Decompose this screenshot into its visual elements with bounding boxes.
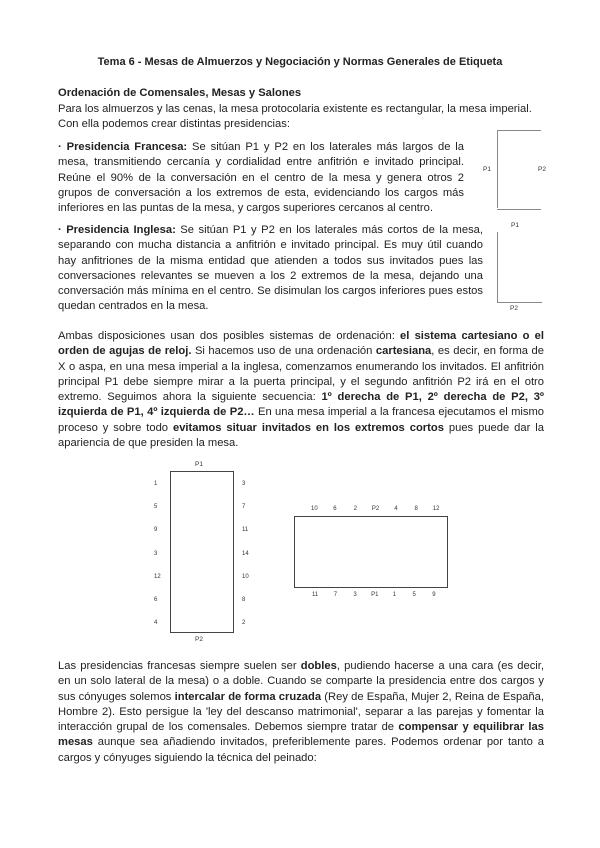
closing-bold-3: compensar y equilibrar las mesas (58, 721, 544, 749)
francesa-table-edge (497, 130, 498, 208)
closing-bold-2: intercalar de forma cruzada (174, 690, 322, 703)
seat-label: 3 (242, 481, 246, 487)
seat-label: 10 (311, 506, 318, 512)
seat-label: P2 (371, 506, 380, 512)
seat-label: 9 (432, 592, 436, 598)
francesa-label: · Presidencia Francesa: (58, 141, 188, 153)
ordenacion-text-2: Si hacemos uso de una ordenación (191, 345, 376, 358)
inglesa-table-figure (497, 232, 542, 303)
seat-label: 3 (353, 592, 357, 598)
closing-text-2: , pudiendo hacerse a una cara (es decir, en un solo lateral de la mesa) o a doble. Cuando se comparte la presidencia entre dos cargos y sus cónyuges solemos (58, 660, 544, 703)
seat-label: 14 (242, 550, 249, 557)
closing-text-4: aunque sea añadiendo invitados, preferiblemente pares. Podemos ordenar por tanto a cargos y cónyuges siguiendo la técnica del peinado: (58, 736, 544, 764)
page-title: Tema 6 - Mesas de Almuerzos y Negociación y Normas Generales de Etiqueta (97, 56, 503, 68)
inglesa-bottom-label: P2 (510, 305, 518, 312)
seat-label: P1 (371, 592, 379, 598)
ordenacion-bold-4: evitamos situar invitados en los extremos cortos (172, 421, 444, 434)
inglesa-top-label: P1 (511, 222, 519, 229)
ordenacion-text-1: Ambas disposiciones usan dos posibles sistemas de ordenación: (58, 330, 401, 342)
seat-label: 12 (432, 506, 440, 512)
ordenacion-paragraph (58, 329, 544, 451)
seat-label: 1 (154, 481, 158, 487)
francesa-text: Se sitúan P1 y P2 en los laterales más largos de la mesa, transmitiendo cercanía y cordialidad entre anfitrión e invitado principal. Reúne el 90% de la conversación en el centro de la mesa y genera otros 2 grupos de conversación a los extremos de esta, evidenciando los cargos más inferiores en las puntas de la mesa, y cargos superiores cercanos al centro. (58, 141, 464, 215)
inglesa-text: Se sitúan P1 y P2 en los laterales más cortos de la mesa, separando con mucha distancia a anfitrión e invitado principal. Es muy útil cuando hay anfitriones de la misma entidad que atienden a todos sus invitados pues las conversaciones relevantes se mueven a los 2 extremos de la mesa, dejando una conversación más mínima en el centro. Se disimulan los cargos inferiores pues estos quedan centrados en la mesa. (58, 224, 484, 313)
closing-paragraph (58, 659, 544, 766)
francesa-paragraph (58, 140, 464, 216)
seat-label: 9 (154, 527, 158, 534)
seat-label: 6 (154, 597, 158, 603)
seat-label: 1 (392, 592, 397, 598)
seat-label: 10 (242, 573, 249, 580)
closing-text-1: Las presidencias francesas siempre suelen ser (58, 660, 301, 672)
seat-label: 8 (242, 597, 246, 603)
seat-label: 6 (333, 506, 337, 512)
ordenacion-bold-1: el sistema cartesiano o el orden de agujas de reloj. (58, 330, 545, 358)
inglesa-label: · Presidencia Inglesa: (58, 224, 176, 236)
diagram-left-top-label: P1 (195, 461, 203, 468)
francesa-table-figure (497, 130, 541, 210)
seat-label: 4 (394, 506, 398, 512)
seat-label: 4 (154, 620, 158, 627)
seat-label: 2 (353, 506, 357, 512)
diagram-left-table (170, 471, 234, 633)
seat-label: 8 (414, 506, 418, 512)
seat-label: 7 (333, 592, 338, 598)
diagram-left-bottom-label: P2 (195, 636, 203, 643)
ordenacion-text-3: , es decir, en forma de X o aspa, en una mesa imperial a la inglesa, comenzamos enumerando los invitados. El anfitrión principal P1 debe siempre mirar a la puerta principal, y el segundo anfitrión P2 irá en el otro extremo. Seguimos ahora la siguiente secuencia: (58, 345, 544, 404)
seat-label: 5 (154, 504, 158, 511)
ordenacion-text-4: En una mesa imperial a la francesa ejecutamos el mismo proceso y sobre todo (58, 406, 545, 434)
section-heading: Ordenación de Comensales, Mesas y Salones (58, 87, 302, 99)
ordenacion-bold-3: 1º derecha de P1, 2º derecha de P2, 3º izquierda de P1, 4º izquierda de P2… (58, 391, 544, 419)
diagram-right-table (294, 516, 448, 588)
closing-text-3: (Rey de España, Mujer 2, Reina de España, Hombre 2). Esto persigue la 'ley del descanso matrimonial', separar a las parejas y fomentar la interacción grupal de los comensales. Debemos siempre tratar de (58, 690, 544, 734)
seat-label: 5 (412, 592, 416, 598)
seat-label: 3 (154, 550, 158, 557)
francesa-p1-label: P1 (483, 166, 491, 173)
seat-label: 11 (242, 527, 249, 534)
seat-label: 12 (154, 573, 161, 580)
intro-paragraph: Para los almuerzos y las cenas, la mesa protocolaria existente es rectangular, la mesa imperial. Con ella podemos crear distintas presidencias: (58, 103, 532, 131)
seat-label: 7 (242, 504, 246, 511)
closing-bold-1: dobles (300, 660, 337, 672)
francesa-p2-label: P2 (538, 166, 546, 173)
ordenacion-bold-2: cartesiana (375, 345, 432, 358)
seat-label: 2 (242, 620, 246, 627)
seat-label: 11 (312, 592, 319, 598)
ordenacion-text-5: pues puede dar la apariencia de que presiden la mesa. (58, 421, 544, 450)
inglesa-paragraph (58, 223, 483, 315)
